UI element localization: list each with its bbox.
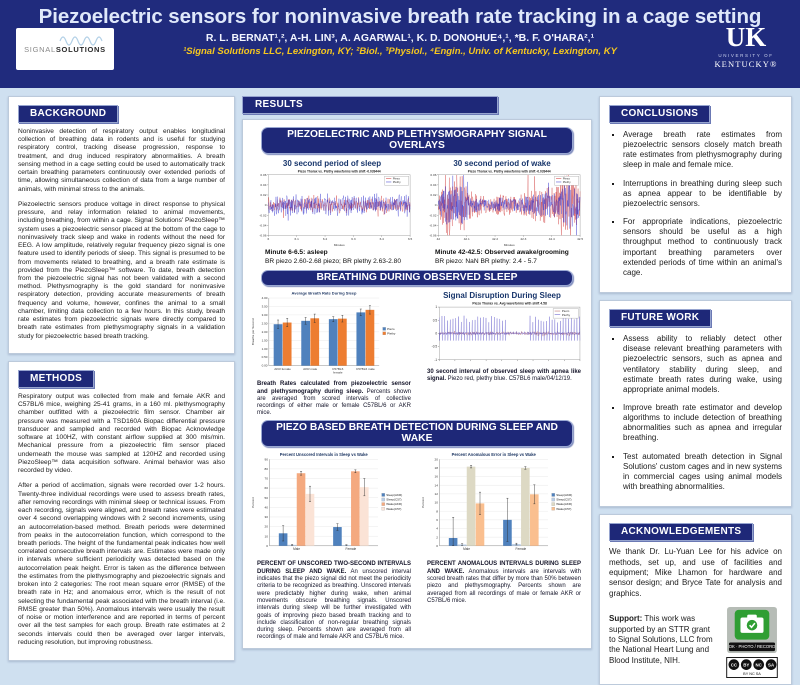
conclusion-item: ▪ Average breath rate estimates from piezoelectric sensors closely match breath rate estimates from plethysmography during sleep in male and female mice. — [623, 130, 782, 171]
svg-text:-0.02: -0.02 — [259, 213, 267, 218]
svg-text:-0.02: -0.02 — [429, 213, 437, 218]
observed-sleep-panel-title: BREATHING DURING OBSERVED SLEEP — [261, 270, 573, 286]
svg-text:42.2: 42.2 — [492, 236, 499, 241]
svg-text:Sleep(AKR): Sleep(AKR) — [556, 492, 573, 497]
svg-text:Plethy: Plethy — [561, 312, 571, 317]
svg-text:0: 0 — [266, 543, 269, 548]
future-work-item: ▪ Test automated breath detection in Signal Solutions' custom cages and in new systems in commercial cages using animal models with breathing abnormalities. — [623, 452, 782, 493]
svg-text:-0.5: -0.5 — [431, 344, 438, 349]
authors-line: R. L. BERNAT¹,², A-H. LIN³, A. AGARWAL¹, K. D. DONOHUE⁴,¹, *B. F. O'HARA²,¹ — [205, 32, 595, 44]
svg-text:-0.06: -0.06 — [429, 233, 437, 238]
svg-text:0.5: 0.5 — [432, 318, 438, 323]
svg-text:Piezo Thorax vs. Avg waveforms: Piezo Thorax vs. Avg waveforms with shift 4.58 — [472, 301, 547, 306]
poster-body — [0, 88, 800, 677]
methods-paragraph-2: After a period of acclimation, signals were recorded over 1-2 hours. Twenty-three individual recordings were used to assess breath rates, after removing recordings with minimal sleep or technical issues. From each recording, signals were aligned, and breath rates were estimated over 4 second overlapping windows with 2 second increments, using an autocorrelation-based method. Breath periods were determined from peaks in the autocorrelation function, which correspond to the breath periods. The height of the fundamental peak indicates how well correlated consecutive breath intervals are. Estimates were made only in intervals where sufficient periodicity was detected based on the autocorrelation peak height. Error is taken as the difference between the estimates from the plethysmography and piezoelectric signals and broken into 2 categories: The root mean square error (RMSE) of the breath rate in Hz; and anomalous error, which is the result of not selecting the fundamental peak associated with the breath interval (i.e. RMSE greater than 50%). Anomalous intervals were usually the result of noise or motion interference and are reported in terms of percent over all the test samples for each group. Breath rate estimates at 2 seconds intervals could then be averaged over larger intervals, reducing resolution, but improving robustness. — [18, 482, 225, 646]
svg-text:1: 1 — [435, 305, 438, 310]
background-heading: BACKGROUND — [18, 105, 118, 123]
future-work-item: ▪ Improve breath rate estimator and develop algorithms to include detection of breathing abnormalities such as apnea and irregular breathing. — [623, 403, 782, 444]
svg-text:6.1: 6.1 — [294, 236, 299, 241]
svg-text:0: 0 — [434, 203, 437, 208]
svg-text:0: 0 — [264, 203, 267, 208]
svg-text:0.00: 0.00 — [261, 363, 268, 368]
signal-overlays-panel-title: PIEZOELECTRIC AND PLETHYSMOGRAPHY SIGNAL OVERLAYS — [261, 127, 573, 154]
svg-text:42.3: 42.3 — [520, 236, 527, 241]
uk-university-of-text: UNIVERSITY OF — [718, 53, 774, 58]
svg-text:6.4: 6.4 — [379, 236, 384, 241]
acknowledgements-text: We thank Dr. Lu-Yuan Lee for his advice on methods, set up, and use of facilities and equipment; Mike Lhamon for hardware and sensor design; and Bryce Tate for analysis and graphics. — [609, 547, 782, 598]
methods-heading: METHODS — [18, 370, 94, 388]
uk-monogram: UK — [725, 22, 767, 52]
svg-text:Percent: Percent — [251, 496, 256, 508]
svg-text:Female: Female — [345, 546, 357, 551]
university-of-kentucky-logo — [704, 24, 788, 69]
svg-text:Piezo: Piezo — [387, 327, 395, 332]
svg-text:0.04: 0.04 — [260, 182, 267, 187]
svg-text:8: 8 — [436, 509, 439, 514]
license-badges — [722, 606, 782, 678]
svg-text:Sleep(C57): Sleep(C57) — [386, 497, 402, 502]
svg-text:AKR female: AKR female — [274, 367, 291, 372]
svg-text:2.00: 2.00 — [261, 330, 268, 335]
wake-overlay-figure — [421, 158, 583, 268]
svg-text:Percent Unscored Intervals in: Percent Unscored Intervals in Sleep vs Wake — [279, 451, 368, 457]
svg-text:CC: CC — [730, 662, 738, 668]
svg-text:30: 30 — [264, 514, 269, 519]
signal-solutions-logo — [16, 28, 114, 70]
avg-breath-rate-chart — [251, 290, 413, 379]
svg-text:Percent Anomalous Error in Sle: Percent Anomalous Error in Sleep vs Wake — [451, 451, 536, 457]
svg-text:70: 70 — [264, 476, 269, 481]
background-paragraph-2: Piezoelectric sensors produce voltage in direct response to physical pressure, and relay information related to animal movements, including breathing, from within a cage. Signal Solutions' PiezoSleep™ system uses a piezoelectric sensor placed at the bottom of the cage to noninvasively track sleep and wake in rodents without the need for EEG. A low amplitude, relatively regular frequency piezo signal is one feature used to identify periods of sleep. This signal is presumed to be from movements related to breathing, and a breath rate estimate is provided from the PiezoSleep™ software. To date, breath detection from the piezoelectric signal has not been validated with a second method. Plethysmography is the gold standard for noninvasive respiratory detection, providing accurate measurements of breath frequency and volume, however, confines the animal to a small chamber, limiting data collection to a few hours. In this study, breath rate estimates from piezoelectric signals were directly compared to breath rate estimates from plethysmography signals in a validation study for piezoelectric based breath tracking. — [18, 200, 225, 340]
sleep-overlay-figure — [251, 158, 413, 268]
svg-text:6: 6 — [436, 517, 439, 522]
signal-overlays-row — [251, 158, 583, 268]
signal-disruption-heading: Signal Disruption During Sleep — [443, 291, 561, 301]
creative-commons-by-nc-sa-icon — [726, 657, 778, 678]
anomalous-error-chart — [421, 451, 583, 560]
results-card — [242, 119, 592, 649]
background-section — [8, 96, 235, 354]
svg-text:3.50: 3.50 — [261, 304, 268, 309]
svg-text:Male: Male — [293, 546, 301, 551]
svg-text:6.3: 6.3 — [351, 236, 356, 241]
signal-disruption-figure — [421, 290, 583, 383]
svg-text:40: 40 — [264, 505, 269, 510]
affiliations-line: ¹Signal Solutions LLC, Lexington, KY; ²Biol., ³Physiol., ⁴Engin., Univ. of Kentucky, Lexington, KY — [183, 46, 617, 57]
svg-text:Plethy: Plethy — [392, 180, 401, 185]
conclusions-section — [599, 96, 792, 293]
svg-text:Plethy: Plethy — [562, 180, 571, 185]
svg-text:Minutes: Minutes — [503, 242, 515, 247]
poster-header — [0, 0, 800, 88]
photo-record-ok-icon — [726, 606, 778, 654]
breath-detection-panel-title: PIEZO BASED BREATH DETECTION DURING SLEEP AND WAKE — [261, 420, 573, 447]
svg-text:AKR male: AKR male — [303, 367, 318, 372]
avg-breath-rate-figure — [251, 290, 413, 418]
acknowledgements-heading: ACKNOWLEDGEMENTS — [609, 523, 753, 541]
svg-text:Percent: Percent — [421, 496, 426, 508]
svg-text:12: 12 — [434, 491, 439, 496]
svg-text:SA: SA — [768, 662, 775, 668]
svg-text:-0.04: -0.04 — [259, 223, 267, 228]
svg-text:18: 18 — [434, 465, 439, 470]
svg-text:10: 10 — [434, 500, 439, 505]
svg-text:female: female — [333, 370, 343, 375]
svg-text:Female: Female — [515, 546, 527, 551]
svg-text:-1: -1 — [434, 358, 438, 363]
svg-text:Wake(C57): Wake(C57) — [556, 506, 572, 511]
results-column — [242, 96, 592, 649]
svg-text:Piezo Thorax vs. Plethy wavefo: Piezo Thorax vs. Plethy waveforms with shift -0.039444 — [467, 169, 551, 174]
future-work-list — [609, 334, 782, 492]
svg-text:80: 80 — [264, 466, 269, 471]
svg-text:Average Breath Rate During Sle: Average Breath Rate During Sleep — [291, 290, 357, 296]
svg-text:50: 50 — [264, 495, 269, 500]
svg-text:2.50: 2.50 — [261, 321, 268, 326]
svg-text:6.2: 6.2 — [322, 236, 328, 241]
svg-text:Piezo: Piezo — [562, 176, 570, 181]
svg-text:20: 20 — [434, 457, 439, 462]
svg-text:Wake(AKR): Wake(AKR) — [386, 501, 403, 506]
svg-text:0.02: 0.02 — [260, 193, 267, 198]
background-paragraph-1: Noninvasive detection of respiratory output enables longitudinal collection of breathing data in rodents and is useful for studying respiratory control, tracking disease progression, response to treatment, and drug induced respiratory abnormalities. A breath sensing method in a cage setting could be used to automatically track certain breathing parameters continuously over extended periods of time, allowing simultaneous collection of data from a large number of animals, with minimal stress to the animals. — [18, 128, 225, 193]
signal-disruption-caption: 30 second interval of observed sleep with apnea like signal. Piezo red, plethy blue. C57BL6 male/04/12/19. — [427, 369, 581, 383]
svg-text:Sleep(C57): Sleep(C57) — [556, 497, 572, 502]
svg-text:90: 90 — [264, 457, 269, 462]
svg-text:Plethy: Plethy — [387, 331, 396, 336]
svg-text:Breaths per Second: Breaths per Second — [251, 318, 256, 346]
methods-section — [8, 361, 235, 661]
svg-text:4.00: 4.00 — [261, 296, 268, 301]
svg-text:0.02: 0.02 — [430, 193, 437, 198]
conclusion-item: ▪ Interruptions in breathing during sleep such as apnea appear to be identifiable by piezoelectric sensors. — [623, 179, 782, 209]
poster-title: Piezoelectric sensors for noninvasive breath rate tracking in a cage setting — [38, 5, 762, 28]
unscored-intervals-figure — [251, 451, 413, 642]
svg-text:3.00: 3.00 — [261, 313, 268, 318]
svg-text:Piezo: Piezo — [392, 176, 400, 181]
svg-text:42.1: 42.1 — [463, 236, 470, 241]
svg-text:Piezo: Piezo — [561, 309, 570, 314]
svg-text:NC: NC — [755, 662, 762, 668]
future-work-section — [599, 300, 792, 507]
svg-text:C57BL6: C57BL6 — [332, 367, 344, 372]
svg-text:2: 2 — [436, 535, 439, 540]
svg-text:-0.04: -0.04 — [429, 223, 437, 228]
svg-text:4: 4 — [436, 526, 439, 531]
wake-overlay-caption: Minute 42-42.5: Observed awake/grooming BR piezo: NaN BR plethy: 2.4 - 5.7 — [435, 249, 569, 265]
results-heading: RESULTS — [242, 96, 498, 114]
svg-text:0: 0 — [436, 543, 439, 548]
right-column — [599, 96, 792, 677]
uk-kentucky-text: KENTUCKY® — [714, 59, 778, 69]
svg-text:0.04: 0.04 — [430, 182, 437, 187]
svg-text:14: 14 — [434, 483, 439, 488]
sleep-overlay-caption: Minute 6-6.5: asleep BR piezo 2.60-2.68 piezo; BR plethy 2.63-2.80 — [265, 249, 401, 265]
anomalous-error-caption: PERCENT ANOMALOUS INTERVALS DURING SLEEP AND WAKE. Anomalous intervals are intervals with scored breath rates that differ by more than 50% between piezo and plethysmography. Percents shown are averaged from all recordings of male or female AKR or C57BL/6 mice. — [427, 561, 582, 604]
svg-text:Piezo Thorax vs. Plethy wavefo: Piezo Thorax vs. Plethy waveforms with shift -0.039444 — [297, 169, 381, 174]
sleep-overlay-heading: 30 second period of sleep — [282, 159, 382, 168]
anomalous-error-figure — [421, 451, 583, 605]
svg-text:C57BL6 male: C57BL6 male — [355, 367, 375, 372]
svg-text:0.50: 0.50 — [261, 355, 268, 360]
svg-text:Wake(C57): Wake(C57) — [386, 506, 402, 511]
svg-text:20: 20 — [264, 524, 269, 529]
wake-overlay-chart — [421, 168, 583, 247]
future-work-item: ▪ Assess ability to reliably detect other disease relevant breathing parameters with piezoelectric sensors, such as apnea and ventilatory stability during sleep, and estimate breath rates during wake, using appropriate animal models. — [623, 334, 782, 395]
conclusion-item: ▪ For appropriate indications, piezoelectric sensors should be useful as a high throughput method to continuously track important breathing parameters over extended periods of time within an animal's cage. — [623, 217, 782, 278]
left-column — [8, 96, 235, 649]
svg-text:16: 16 — [434, 474, 439, 479]
future-work-heading: FUTURE WORK — [609, 309, 711, 327]
svg-text:0: 0 — [435, 331, 438, 336]
svg-text:10: 10 — [264, 534, 269, 539]
wake-overlay-heading: 30 second period of wake — [453, 159, 551, 168]
unscored-intervals-chart — [251, 451, 413, 560]
support-text: Support: This work was supported by an STTR grant to Signal Solutions, LLC from the National Heart Lung and Blood Institute, NIH. — [609, 614, 713, 665]
signal-solutions-wordmark: SIGNALSOLUTIONS — [24, 44, 106, 54]
svg-text:0.06: 0.06 — [260, 172, 267, 177]
svg-text:OK · PHOTO / RECORD: OK · PHOTO / RECORD — [728, 644, 776, 650]
observed-sleep-row — [251, 290, 583, 418]
acknowledgements-section — [599, 514, 792, 685]
svg-text:1.50: 1.50 — [261, 338, 268, 343]
support-row — [609, 606, 782, 678]
sleep-overlay-chart — [251, 168, 413, 247]
svg-text:Minutes: Minutes — [333, 242, 345, 247]
conclusions-heading: CONCLUSIONS — [609, 105, 710, 123]
svg-text:Male: Male — [463, 546, 471, 551]
svg-text:42.4: 42.4 — [548, 236, 555, 241]
conclusions-list — [609, 130, 782, 278]
svg-text:0.06: 0.06 — [430, 172, 437, 177]
svg-text:1.00: 1.00 — [261, 346, 268, 351]
svg-text:6: 6 — [267, 236, 270, 241]
svg-text:-0.06: -0.06 — [259, 233, 267, 238]
svg-text:60: 60 — [264, 485, 269, 490]
signal-disruption-chart — [421, 300, 583, 367]
svg-text:Sleep(AKR): Sleep(AKR) — [386, 492, 403, 497]
svg-text:BY: BY — [743, 662, 750, 668]
svg-text:6.5: 6.5 — [407, 236, 413, 241]
svg-text:42: 42 — [436, 236, 441, 241]
breath-detection-row — [251, 451, 583, 642]
svg-text:Wake(AKR): Wake(AKR) — [556, 501, 573, 506]
methods-paragraph-1: Respiratory output was collected from male and female AKR and C57BL/6 mice, weighing 25-41 grams, in a 160 ml. plethysmography chamber outfitted with a piezoelectric film sensor. Chamber air pressure was measured with a TSD160A Biopac differential pressure transducer and sampled and recorded with Biopac Acknowledge software at 100HZ, with constant airflow supplied at 300 mls/min. Mechanical pressure from a piezoelectric film sensor placed underneath the mouse was sampled at 120HZ and recorded using PiezoSleep™ data acquisition software. Animal behavior was also recorded by video. — [18, 393, 225, 475]
unscored-intervals-caption: PERCENT OF UNSCORED TWO-SECOND INTERVALS DURING SLEEP AND WAKE. An unscored interval indicates that the piezo signal did not meet the periodicity criteria to be recognized as breathing. Unscored intervals were predictably higher during wake, when animal movements obscure breathing signals. Unscored intervals during sleep will be further investigated with goals of improving piezo based breath tracking and to include classification of non-regular breathing signals during sleep. Percents shown are averaged from all recordings of male and female AKR and C57BL/6 mice. — [257, 561, 411, 641]
avg-breath-rate-caption: Breath Rates calculated from piezoelectric sensor and plethysmography during sleep. Percents shown are averaged from scored intervals of collective recordings of either male or female C57BL/6 or AKR mice. — [257, 381, 411, 417]
svg-text:BY NC SA: BY NC SA — [743, 672, 761, 677]
svg-text:42.5: 42.5 — [577, 236, 584, 241]
